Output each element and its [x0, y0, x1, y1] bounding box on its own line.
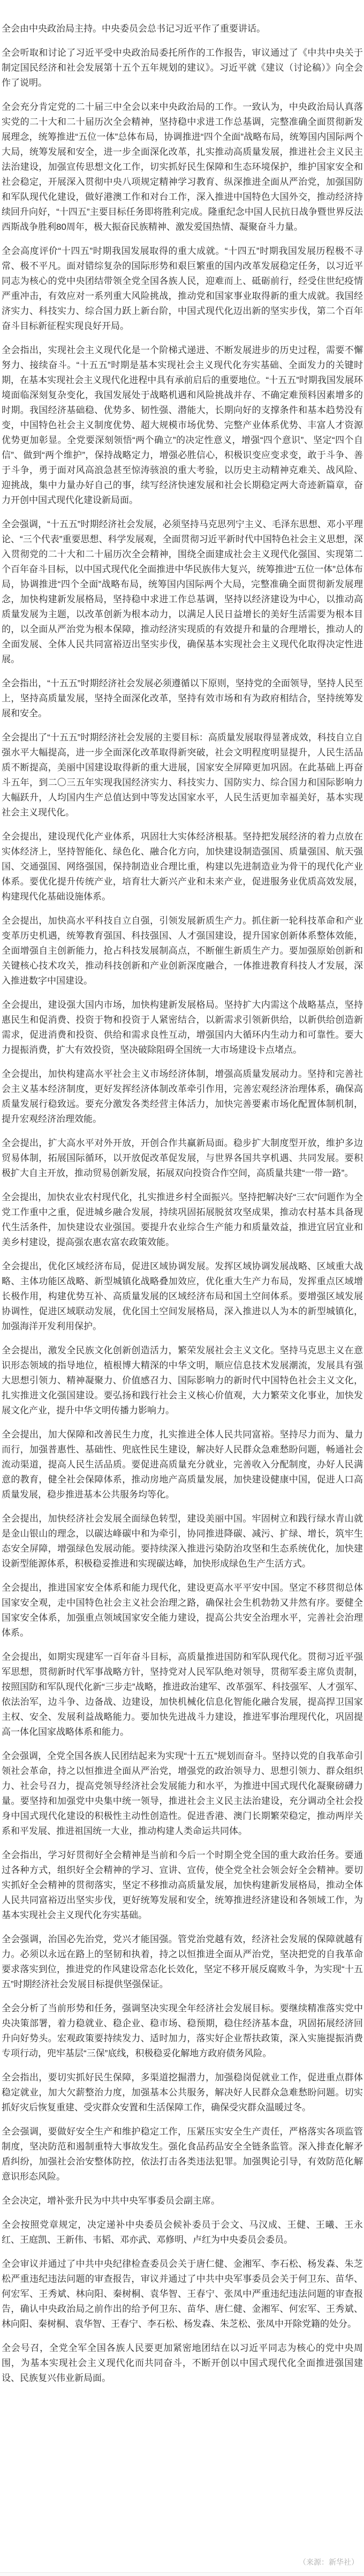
article-paragraph: 全会指出，“十五五”时期经济社会发展必须遵循以下原则，坚持党的全面领导，坚持人民至上，坚持高质量发展，坚持全面深化改革，坚持有效市场和有为政府相结合，坚持统筹发展和安全。 — [2, 678, 363, 718]
bottom-divider — [0, 2572, 364, 2576]
article-paragraph: 全会提出，加快农业农村现代化，扎实推进乡村全面振兴。坚持把解决好“三农”问题作为全党工作重中之重，促进城乡融合发展，持续巩固拓展脱贫攻坚成果，推动农村基本具备现代生活条件，加快建设农业强国。要提升农业综合生产能力和质量效益，推进宜居宜业和美乡村建设，提高强农惠农富农政策效能。 — [2, 1192, 363, 1247]
article-paragraph: 全会提出，建设现代化产业体系，巩固壮大实体经济根基。坚持把发展经济的着力点放在实体经济上，坚持智能化、绿色化、融合化方向，加快建设制造强国、质量强国、航天强国、交通强国、网络强国，保持制造业合理比重，构建以先进制造业为骨干的现代化产业体系。要优化提升传统产业，培育壮大新兴产业和未来产业，促进服务业优质高效发展，构建现代化基础设施体系。 — [2, 832, 363, 902]
article-paragraph: 全会提出，加快构建高水平社会主义市场经济体制，增强高质量发展动力。坚持和完善社会主义基本经济制度，更好发挥经济体制改革牵引作用，完善宏观经济治理体系，确保高质量发展行稳致远。要充分激发各类经营主体活力，加快完善要素市场化配置体制机制，提升宏观经济治理效能。 — [2, 1069, 363, 1124]
article-paragraph: 全会强调，“十五五”时期经济社会发展，必须坚持马克思列宁主义、毛泽东思想、邓小平理论、“三个代表”重要思想、科学发展观，全面贯彻习近平新时代中国特色社会主义思想，深入贯彻党的二十大和二十届历次全会精神，围绕全面建成社会主义现代化强国、实现第二个百年奋斗目标，以中国式现代化全面推进中华民族伟大复兴，统筹推进“五位一体”总体布局，协调推进“四个全面”战略布局，统筹国内国际两个大局，完整准确全面贯彻新发展理念，加快构建新发展格局，坚持稳中求进工作总基调，坚持以经济建设为中心，以推动高质量发展为主题，以改革创新为根本动力，以满足人民日益增长的美好生活需要为根本目的，以全面从严治党为根本保障，推动经济实现质的有效提升和量的合理增长，推动人的全面发展、全体人民共同富裕迈出坚实步伐，确保基本实现社会主义现代化取得决定性进展。 — [2, 519, 363, 664]
article-paragraph: 全会审议并通过了中共中央纪律检查委员会关于唐仁健、金湘军、李石松、杨发森、朱芝松严重违纪违法问题的审查报告，审议并通过了中共中央军事委员会关于何卫东、苗华、何宏军、王秀斌、林向阳、秦树桐、袁华智、王春宁、张凤中严重违纪违法问题的审查报告，确认中央政治局之前作出的给予何卫东、苗华、唐仁健、金湘军、何宏军、王秀斌、林向阳、秦树桐、袁华智、王春宁、李石松、杨发森、朱芝松、张凤中开除党籍的处分。 — [2, 2259, 363, 2329]
article-paragraph: 全会提出，建设强大国内市场，加快构建新发展格局。坚持扩大内需这个战略基点，坚持惠民生和促消费、投资于物和投资于人紧密结合，以新需求引领新供给，以新供给创造新需求，促进消费和投资、供给和需求良性互动，增强国内大循环内生动力和可靠性。要大力提振消费，扩大有效投资，坚决破除阻碍全国统一大市场建设卡点堵点。 — [2, 1000, 363, 1055]
article-paragraph: 全会提出，推进国家安全体系和能力现代化，建设更高水平平安中国。坚定不移贯彻总体国家安全观，走中国特色社会主义社会治理之路，确保社会生机勃勃又井然有序。要健全国家安全体系，加强重点领域国家安全能力建设，提高公共安全治理水平，完善社会治理体系。 — [2, 1583, 363, 1638]
article-paragraph: 全会提出，如期实现建军一百年奋斗目标，高质量推进国防和军队现代化。贯彻习近平强军思想，贯彻新时代军事战略方针，坚持党对人民军队绝对领导，贯彻军委主席负责制，按照国防和军队现代化新“三步走”战略，推进政治建军、改革强军、科技强军、人才强军、依法治军，边斗争、边备战、边建设，加快机械化信息化智能化融合发展，提高捍卫国家主权、安全、发展利益战略能力。要加快先进战斗力建设，推进军事治理现代化，巩固提高一体化国家战略体系和能力。 — [2, 1652, 363, 1737]
article-paragraph: 全会听取和讨论了习近平受中央政治局委托所作的工作报告，审议通过了《中共中央关于制定国民经济和社会发展第十五个五年规划的建议》。习近平就《建议（讨论稿）》向全会作了说明。 — [2, 48, 363, 88]
article-paragraph: 全会指出，实现社会主义现代化是一个阶梯式递进、不断发展进步的历史过程，需要不懈努力、接续奋斗。“十五五”时期是基本实现社会主义现代化夯实基础、全面发力的关键时期，在基本实现社会主义现代化进程中具有承前启后的重要地位。“十五五”时期我国发展环境面临深刻复杂变化，我国发展处于战略机遇和风险挑战并存、不确定难预料因素增多的时期。我国经济基础稳、优势多、韧性强、潜能大，长期向好的支撑条件和基本趋势没有变，中国特色社会主义制度优势、超大规模市场优势、完整产业体系优势、丰富人才资源优势更加彰显。全党要深刻领悟“两个确立”的决定性意义，增强“四个意识”、坚定“四个自信”、做到“两个维护”，保持战略定力，增强必胜信心，积极识变应变求变，敢于斗争、善于斗争，勇于面对风高浪急甚至惊涛骇浪的重大考验，以历史主动精神克难关、战风险、迎挑战，集中力量办好自己的事，续写经济快速发展和社会长期稳定两大奇迹新篇章，奋力开创中国式现代化建设新局面。 — [2, 345, 363, 505]
article-paragraph: 全会决定，增补张升民为中共中央军事委员会副主席。 — [2, 2196, 220, 2206]
article-paragraph: 全会强调，治国必先治党，党兴才能国强。管党治党越有效，经济社会发展的保障就越有力。必须以永远在路上的坚韧和执着，持之以恒推进全面从严治党，坚决把党的自我革命要求落实到位，推进党的作风建设常态化长效化，坚定不移开展反腐败斗争，为实现“十五五”时期经济社会发展目标提供坚强保证。 — [2, 1934, 363, 1989]
article-paragraph: 全会提出，加快经济社会发展全面绿色转型，建设美丽中国。牢固树立和践行绿水青山就是金山银山的理念，以碳达峰碳中和为牵引，协同推进降碳、减污、扩绿、增长，筑牢生态安全屏障，增强绿色发展动能。要持续深入推进污染防治攻坚和生态系统优化，加快建设新型能源体系，积极稳妥推进和实现碳达峰，加快形成绿色生产生活方式。 — [2, 1514, 363, 1569]
article-paragraph: 全会充分肯定党的二十届三中全会以来中央政治局的工作。一致认为，中央政治局认真落实党的二十大和二十届历次全会精神，坚持稳中求进工作总基调，完整准确全面贯彻新发展理念，统筹推进“五位一体”总体布局，协调推进“四个全面”战略布局，统筹国内国际两个大局，统筹发展和安全，进一步全面深化改革，扎实推动高质量发展，推进社会主义民主法治建设，加强宣传思想文化工作，切实抓好民生保障和生态环境保护，维护国家安全和社会稳定，开展深入贯彻中央八项规定精神学习教育、纵深推进全面从严治党，加强国防和军队现代化建设，做好港澳工作和对台工作，深入推进中国特色大国外交，推动经济持续回升向好，“十四五”主要目标任务即将胜利完成。隆重纪念中国人民抗日战争暨世界反法西斯战争胜利80周年，极大振奋民族精神、激发爱国热情、凝聚奋斗力量。 — [2, 102, 363, 232]
article-paragraph: 全会提出，优化区域经济布局，促进区域协调发展。发挥区域协调发展战略、区域重大战略、主体功能区战略、新型城镇化战略叠加效应，优化重大生产力布局，发挥重点区域增长极作用，构建优势互补、高质量发展的区域经济布局和国土空间体系。要增强区域发展协调性，促进区域联动发展，优化国土空间发展格局，深入推进以人为本的新型城镇化，加强海洋开发利用保护。 — [2, 1261, 363, 1331]
article-paragraph: 全会指出，要切实抓好民生保障，多渠道挖掘潜力，加强稳岗促就业工作，促进重点群体稳定就业，加大欠薪整治力度，加强基本公共服务，解决好人民群众急难愁盼问题。切实抓好灾后恢复重建、受灾群众安置和生活保障工作，确保受灾群众温暖过冬。 — [2, 2072, 363, 2113]
article-paragraph: 全会由中央政治局主持。中央委员会总书记习近平作了重要讲话。 — [2, 24, 266, 34]
article-paragraph: 全会强调，要做好安全生产和维护稳定工作，压紧压实安全生产责任，严格落实各项监管制度，坚决防范和遏制重特大事故发生。强化食品药品安全全链条监管。深入排查化解矛盾纠纷，加强社会治安整体防控，依法打击各类违法犯罪。加强舆论引导，有效防范化解意识形态风险。 — [2, 2126, 363, 2182]
article-paragraph: 全会强调，全党全国各族人民团结起来为实现“十五五”规划而奋斗。坚持以党的自我革命引领社会革命，持之以恒推进全面从严治党，增强党的政治领导力、思想引领力、群众组织力、社会号召力，提高党领导经济社会发展能力和水平，为推进中国式现代化凝聚磅礴力量。要坚持和加强党中央集中统一领导，推进社会主义民主法治建设，充分调动全社会投身中国式现代化建设的积极性主动性创造性。促进香港、澳门长期繁荣稳定，推动两岸关系和平发展、推进祖国统一大业，推动构建人类命运共同体。 — [2, 1751, 363, 1836]
article-paragraph: 全会提出了“十五五”时期经济社会发展的主要目标：高质量发展取得显著成效，科技自立自强水平大幅提高，进一步全面深化改革取得新突破，社会文明程度明显提升，人民生活品质不断提高，美丽中国建设取得新的重大进展，国家安全屏障更加巩固。在此基础上再奋斗五年，到二〇三五年实现我国经济实力、科技实力、国防实力、综合国力和国际影响力大幅跃升，人均国内生产总值达到中等发达国家水平，人民生活更加幸福美好，基本实现社会主义现代化。 — [2, 732, 363, 818]
source-attribution: （来源：新华社） — [299, 2558, 359, 2566]
article-paragraph: 全会按照党章规定，决定递补中央委员会候补委员于会文、马汉成、王健、王曦、王永红、王庭凯、王新伟、韦韬、邓亦武、邓修明、卢红为中央委员会委员。 — [2, 2220, 363, 2245]
article-paragraph: 全会提出，激发全民族文化创新创造活力，繁荣发展社会主义文化。坚持马克思主义在意识形态领域的指导地位，植根博大精深的中华文明，顺应信息技术发展潮流，发展具有强大思想引领力、精神凝聚力、价值感召力、国际影响力的新时代中国特色社会主义文化，扎实推进文化强国建设。要弘扬和践行社会主义核心价值观，大力繁荣文化事业，加快发展文化产业，提升中华文明传播力影响力。 — [2, 1345, 363, 1416]
article-paragraph: 全会提出，加大保障和改善民生力度，扎实推进全体人民共同富裕。坚持尽力而为、量力而行，加强普惠性、基础性、兜底性民生建设，解决好人民群众急难愁盼问题，畅通社会流动渠道，提高人民生活品质。要促进高质量充分就业，完善收入分配制度，办好人民满意的教育，健全社会保障体系，推动房地产高质量发展，加快建设健康中国，促进人口高质量发展，稳步推进基本公共服务均等化。 — [2, 1429, 363, 1500]
article-paragraph: 全会号召，全党全军全国各族人民要更加紧密地团结在以习近平同志为核心的党中央周围，为基本实现社会主义现代化而共同奋斗，不断开创以中国式现代化全面推进强国建设、民族复兴伟业新局面。 — [2, 2343, 363, 2383]
article-paragraph: 全会提出，加快高水平科技自立自强，引领发展新质生产力。抓住新一轮科技革命和产业变革历史机遇，统筹教育强国、科技强国、人才强国建设，提升国家创新体系整体效能，全面增强自主创新能力，抢占科技发展制高点，不断催生新质生产力。要加强原始创新和关键核心技术攻关，推动科技创新和产业创新深度融合，一体推进教育科技人才发展，深入推进数字中国建设。 — [2, 916, 363, 986]
article-footer — [0, 2557, 364, 2576]
article-paragraph: 全会高度评价“十四五”时期我国发展取得的重大成就。“十四五”时期我国发展历程极不寻常、极不平凡。面对错综复杂的国际形势和艰巨繁重的国内改革发展稳定任务，以习近平同志为核心的党中央团结带领全党全国各族人民，迎难而上、砥砺前行，经受住世纪疫情严重冲击，有效应对一系列重大风险挑战，推动党和国家事业取得新的重大成就。我国经济实力、科技实力、综合国力跃上新台阶，中国式现代化迈出新的坚实步伐，第二个百年奋斗目标新征程实现良好开局。 — [2, 246, 363, 331]
article-paragraph: 全会分析了当前形势和任务，强调坚决实现全年经济社会发展目标。要继续精准落实党中央决策部署，着力稳就业、稳企业、稳市场、稳预期，稳住经济基本盘，巩固拓展经济回升向好势头。宏观政策要持续发力、适时加力，落实好企业帮扶政策，深入实施提振消费专项行动，兜牢基层“三保”底线，积极稳妥化解地方政府债务风险。 — [2, 2003, 363, 2058]
article-paragraph: 全会提出，扩大高水平对外开放，开创合作共赢新局面。稳步扩大制度型开放，维护多边贸易体制，拓展国际循环，以开放促改革促发展，与世界各国共享机遇、共同发展。要积极扩大自主开放，推动贸易创新发展，拓展双向投资合作空间，高质量共建“一带一路”。 — [2, 1138, 363, 1178]
article-paragraph: 全会指出，学习好贯彻好全会精神是当前和今后一个时期全党全国的重大政治任务。要通过各种方式，组织好全会精神的学习、宣讲、宣传，使全党全社会领会好全会精神。要切实抓好全会精神的贯彻落实，坚定不移推动高质量发展，加快构建新发展格局，推动全体人民共同富裕迈出坚实步伐，更好统筹发展和安全，统筹推进经济建设和各领域工作，为基本实现社会主义现代化夯实基础。 — [2, 1850, 363, 1920]
